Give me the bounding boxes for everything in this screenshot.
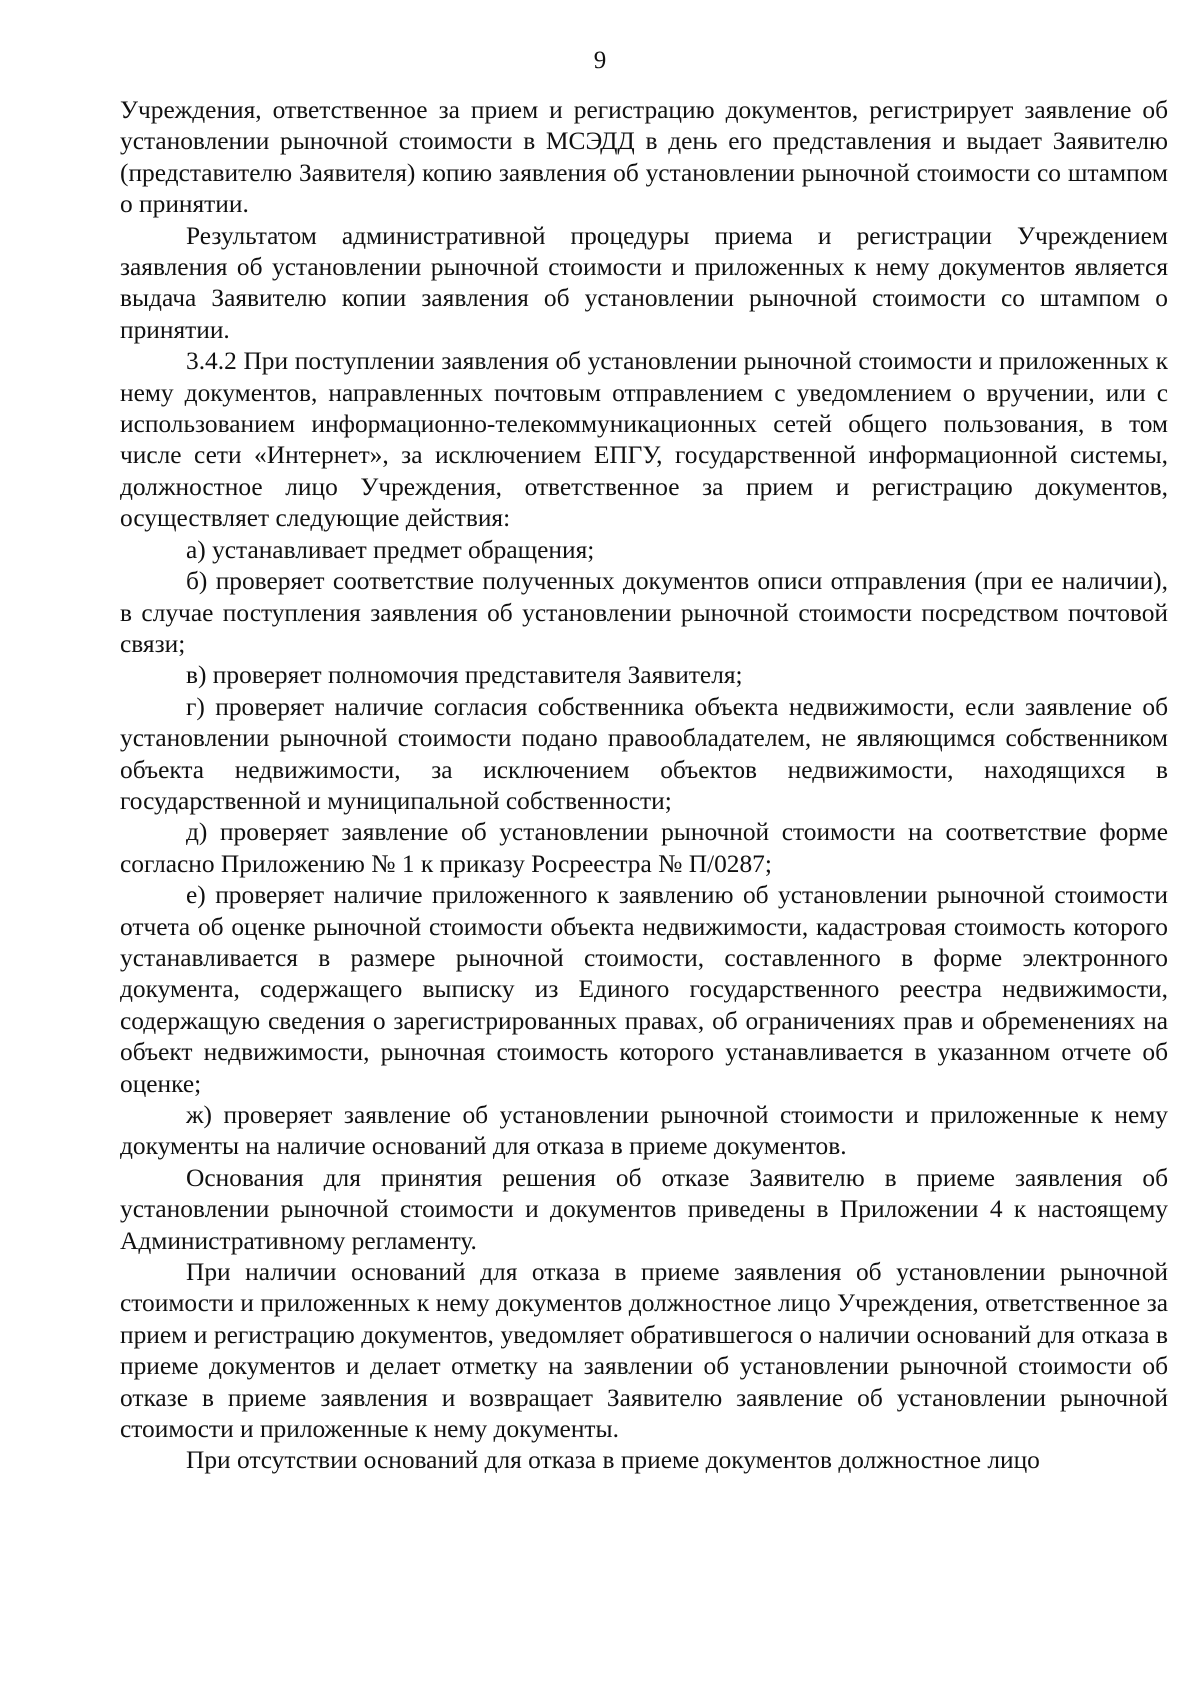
list-item-d: д) проверяет заявление об установлении рыночной стоимости на соответствие форме согласно Приложению № 1 к приказу Росреестра № П/0287; <box>120 818 1168 878</box>
paragraph-3-4-2: 3.4.2 При поступлении заявления об установлении рыночной стоимости и приложенных к нему документов, направленных почтовым отправлением с уведомлением о вручении, или с использованием информационно-телекоммуникационных сетей общего пользования, в том числе сети «Интернет», за исключением ЕПГУ, государственной информационной системы, должностное лицо Учреждения, ответственное за прием и регистрацию документов, осуществляет следующие действия: <box>120 347 1168 533</box>
list-item-zh: ж) проверяет заявление об установлении рыночной стоимости и приложенные к нему документы на наличие оснований для отказа в приеме документов. <box>120 1101 1168 1161</box>
paragraph-continuation: Учреждения, ответственное за прием и регистрацию документов, регистрирует заявление об установлении рыночной стоимости в МСЭДД в день его представления и выдает Заявителю (представителю Заявителя) копию заявления об установлении рыночной стоимости со штампом о принятии. <box>120 96 1168 219</box>
list-item-a: а) устанавливает предмет обращения; <box>186 535 595 564</box>
page-number: 9 <box>593 47 607 74</box>
paragraph-no-grounds: При отсутствии оснований для отказа в приеме документов должностное лицо <box>186 1446 1040 1475</box>
list-item-b: б) проверяет соответствие полученных документов описи отправления (при ее наличии), в случае поступления заявления об установлении рыночной стоимости посредством почтовой связи; <box>120 567 1168 658</box>
paragraph-result: Результатом административной процедуры приема и регистрации Учреждением заявления об установлении рыночной стоимости и приложенных к нему документов является выдача Заявителю копии заявления об установлении рыночной стоимости со штампом о принятии. <box>120 221 1168 344</box>
paragraph-refusal-procedure: При наличии оснований для отказа в приеме заявления об установлении рыночной стоимости и приложенных к нему документов должностное лицо Учреждения, ответственное за прием и регистрацию документов, уведомляет обратившегося о наличии оснований для отказа в приеме документов и делает отметку на заявлении об установлении рыночной стоимости об отказе в приеме заявления и возвращает Заявителю заявление об установлении рыночной стоимости и приложенные к нему документы. <box>120 1258 1168 1444</box>
paragraph-refusal-grounds: Основания для принятия решения об отказе Заявителю в приеме заявления об установлении рыночной стоимости и документов приведены в Приложении 4 к настоящему Административному регламенту. <box>120 1163 1168 1255</box>
document-body <box>120 95 1168 1477</box>
list-item-v: в) проверяет полномочия представителя Заявителя; <box>186 661 743 690</box>
list-item-e: е) проверяет наличие приложенного к заявлению об установлении рыночной стоимости отчета об оценке рыночной стоимости объекта недвижимости, кадастровая стоимость которого устанавливается в размере рыночной стоимости, составленного в форме электронного документа, содержащего выписку из Единого государственного реестра недвижимости, содержащую сведения о зарегистрированных правах, об ограничениях прав и обременениях на объект недвижимости, рыночная стоимость которого устанавливается в указанном отчете об оценке; <box>120 881 1168 1098</box>
list-item-g: г) проверяет наличие согласия собственника объекта недвижимости, если заявление об установлении рыночной стоимости подано правообладателем, не являющимся собственником объекта недвижимости, за исключением объектов недвижимости, находящихся в государственной и муниципальной собственности; <box>120 692 1168 815</box>
